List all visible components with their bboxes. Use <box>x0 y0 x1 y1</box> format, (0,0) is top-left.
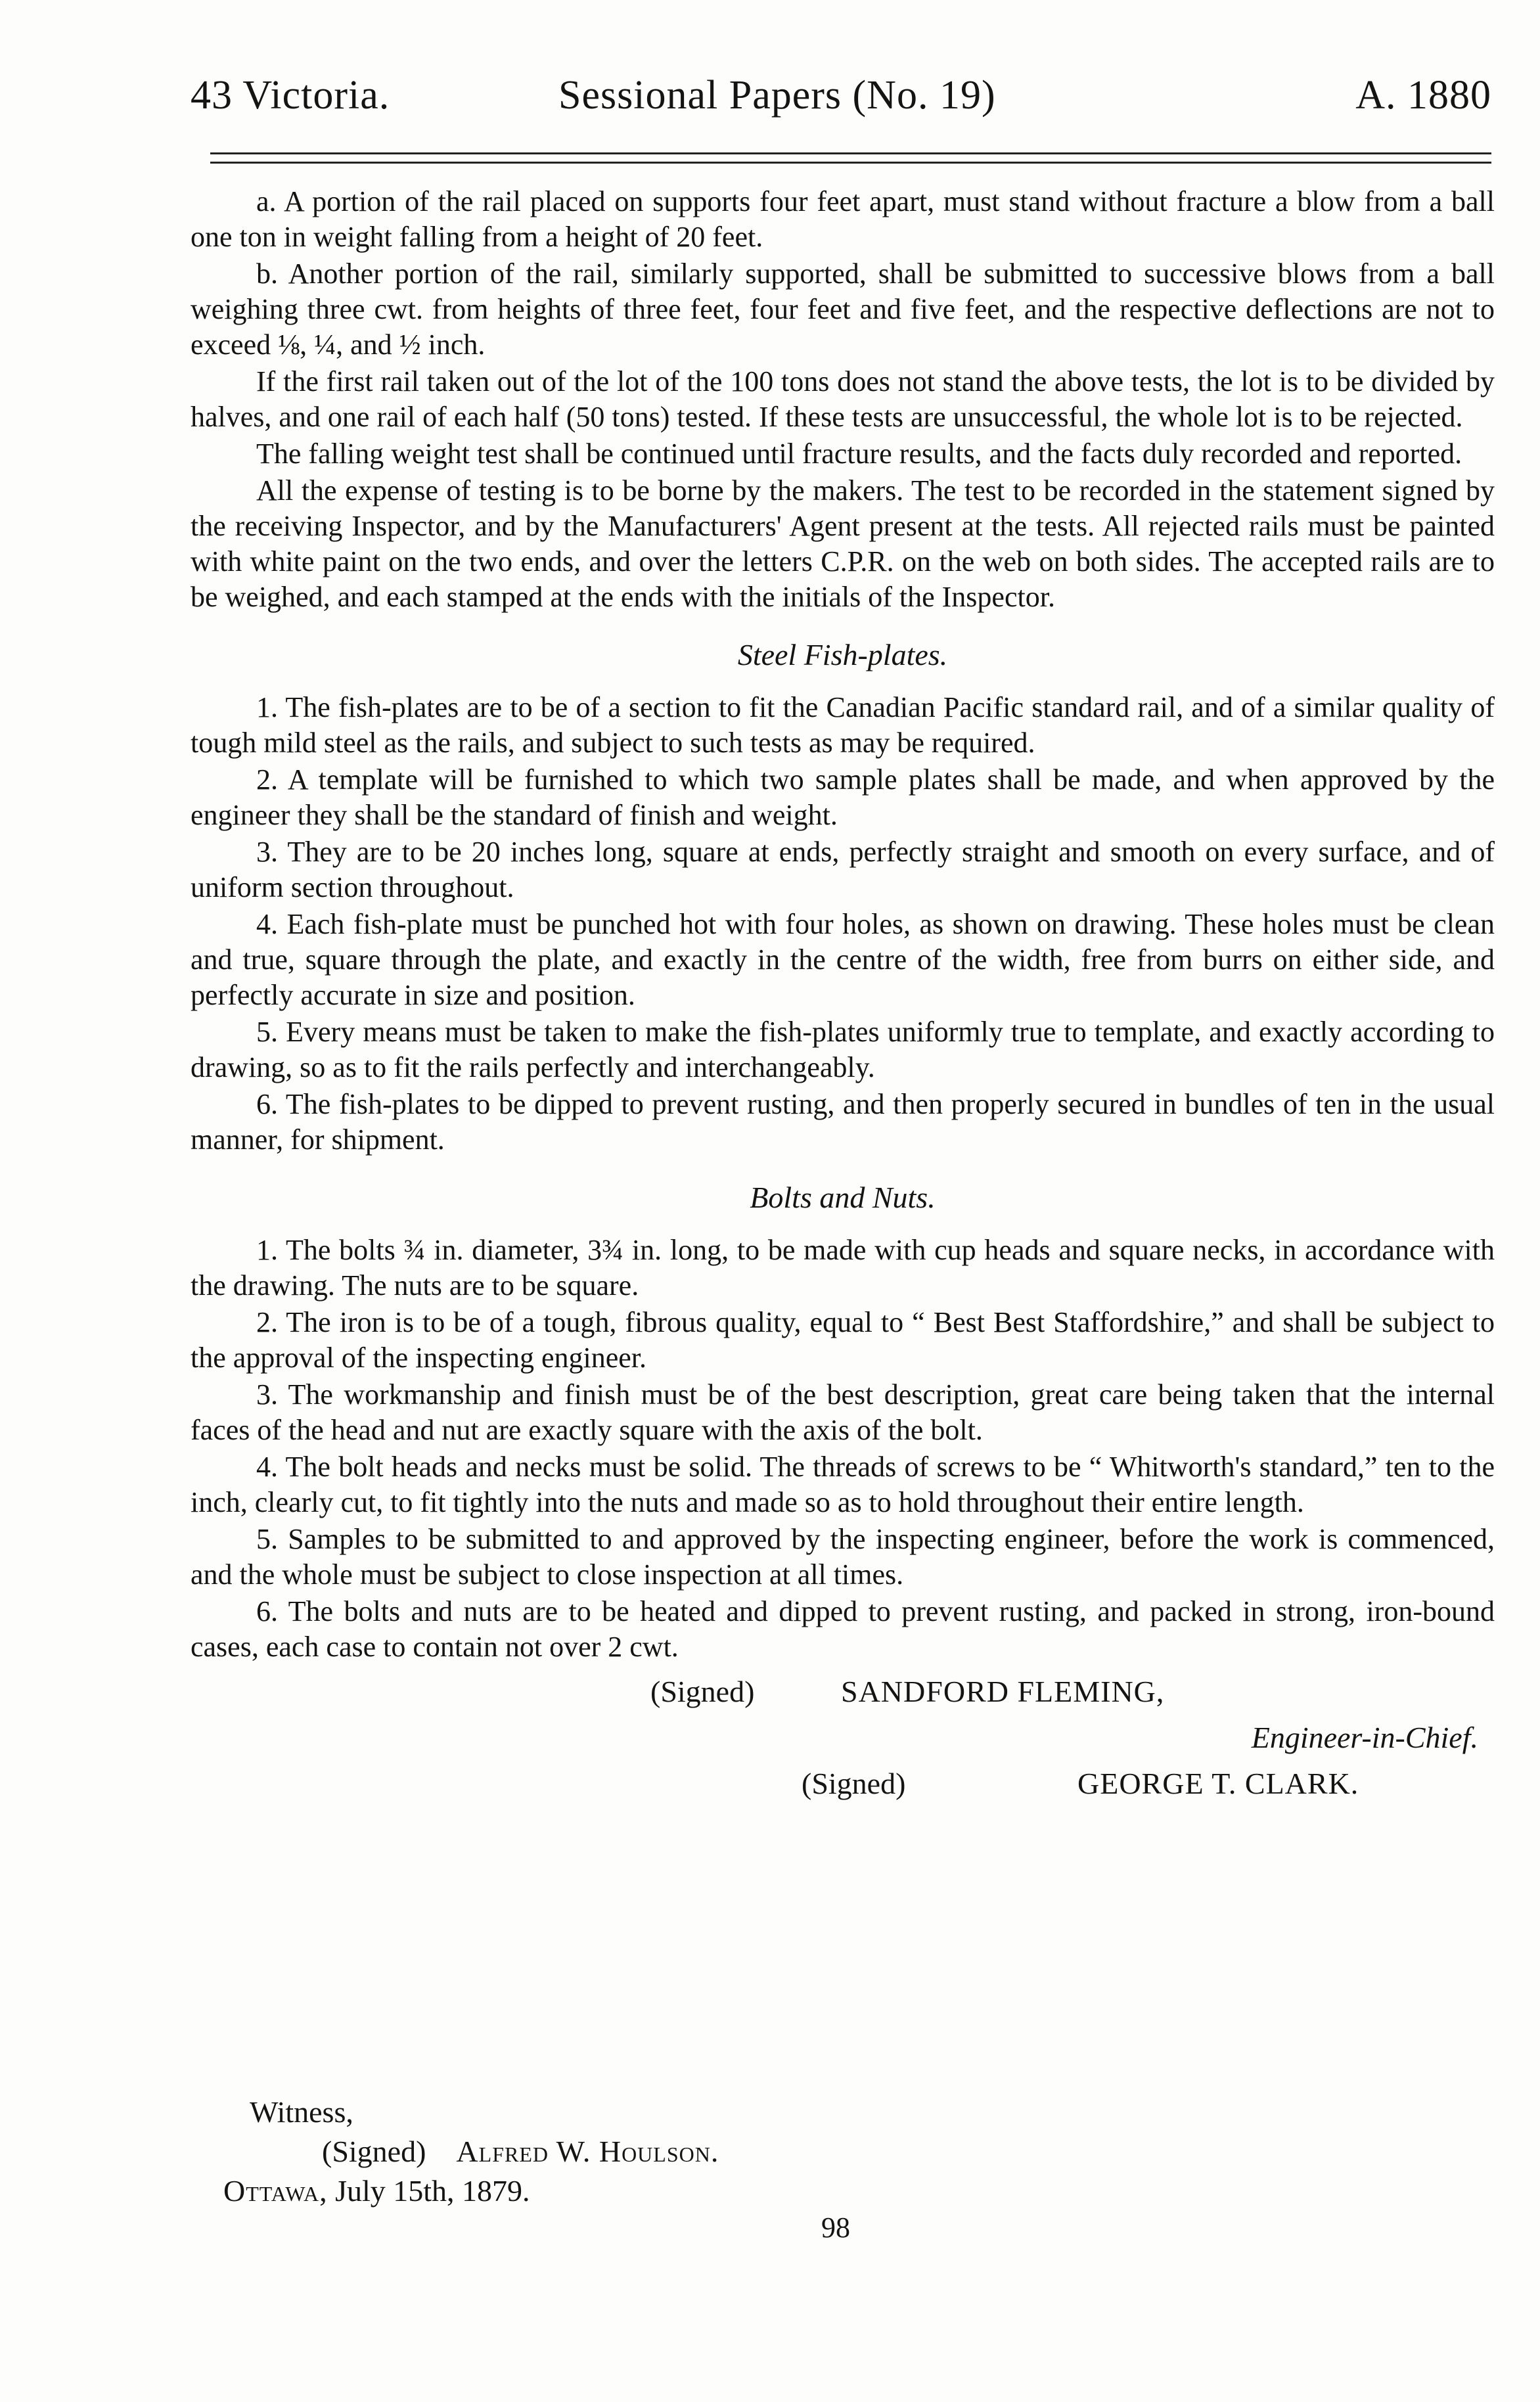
bolts-item-6: 6. The bolts and nuts are to be heated and dipped to prevent rusting, and packed in strong, iron-bound cases, each case to contain not over 2 cwt. <box>191 1595 1495 1663</box>
header-title: Sessional Papers (No. 19) <box>558 73 996 118</box>
witness-label: Witness, <box>250 2095 353 2129</box>
header-session: 43 Victoria. <box>191 73 390 118</box>
witness-signed-label: (Signed) <box>322 2135 426 2168</box>
header-year: A. 1880 <box>1355 73 1491 118</box>
fish-plate-item-1: 1. The fish-plates are to be of a section to fit the Canadian Pacific standard rail, and of a similar quality of tough mild steel as the rails, and subject to such tests as may be required. <box>191 691 1495 759</box>
signatory-name-2: GEORGE T. CLARK. <box>1077 1767 1359 1800</box>
witness-block <box>223 2093 719 2211</box>
witness-date: July 15th, 1879. <box>335 2174 530 2208</box>
signatory-name-1: SANDFORD FLEMING, <box>841 1675 1165 1708</box>
rail-test-b: b. Another portion of the rail, similarly supported, shall be submitted to successive blows from a ball weighing three cwt. from heights of three feet, four feet and five feet, and the respective deflections are not to exceed ⅛, ¼, and ½ inch. <box>191 258 1495 361</box>
bolts-nuts-heading: Bolts and Nuts. <box>750 1181 936 1214</box>
bolts-item-5: 5. Samples to be submitted to and approved by the inspecting engineer, before the work is commenced, and the whole must be subject to close inspection at all times. <box>191 1523 1495 1591</box>
page-number: 98 <box>821 2211 850 2244</box>
fish-plate-item-4: 4. Each fish-plate must be punched hot with four holes, as shown on drawing. These holes must be clean and true, square through the plate, and exactly in the centre of the width, free from burrs on either side, and perfectly accurate in size and position. <box>191 908 1495 1011</box>
bolts-item-1: 1. The bolts ¾ in. diameter, 3¾ in. long, to be made with cup heads and square necks, in accordance with the drawing. The nuts are to be square. <box>191 1234 1495 1302</box>
bolts-item-3: 3. The workmanship and finish must be of the best description, great care being taken that the internal faces of the head and nut are exactly square with the axis of the bolt. <box>191 1378 1495 1446</box>
fish-plates-heading: Steel Fish-plates. <box>737 638 948 671</box>
rail-test-a: a. A portion of the rail placed on supports four feet apart, must stand without fracture a blow from a ball one ton in weight falling from a height of 20 feet. <box>191 185 1495 253</box>
signed-label-2: (Signed) <box>802 1767 906 1800</box>
rail-test-retest: If the first rail taken out of the lot of the 100 tons does not stand the above tests, the lot is to be divided by halves, and one rail of each half (50 tons) tested. If these tests are unsuccessful, the whole lot is to be rejected. <box>191 365 1495 433</box>
fish-plate-item-6: 6. The fish-plates to be dipped to prevent rusting, and then properly secured in bundles of ten in the usual manner, for shipment. <box>191 1088 1495 1156</box>
header-rule-bottom <box>210 162 1491 164</box>
witness-place: Ottawa, <box>223 2174 328 2208</box>
bolts-item-2: 2. The iron is to be of a tough, fibrous quality, equal to “ Best Best Staffordshire,” and shall be subject to the approval of the inspecting engineer. <box>191 1306 1495 1374</box>
bolts-item-4: 4. The bolt heads and necks must be solid. The threads of screws to be “ Whitworth's standard,” ten to the inch, clearly cut, to fit tightly into the nuts and made so as to hold throughout their entire length. <box>191 1451 1495 1518</box>
signature-block <box>191 1674 1495 1891</box>
witness-signature-line <box>250 2132 719 2171</box>
witness-place-date <box>223 2171 719 2211</box>
fish-plate-item-5: 5. Every means must be taken to make the fish-plates uniformly true to template, and exactly according to drawing, so as to fit the rails perfectly and interchangeably. <box>191 1016 1495 1083</box>
signatory-title-1: Engineer-in-Chief. <box>1251 1721 1478 1754</box>
header-rule-top <box>210 152 1491 154</box>
witness-name: Alfred W. Houlson. <box>456 2135 719 2168</box>
fish-plate-item-2: 2. A template will be furnished to which two sample plates shall be made, and when approved by the engineer they shall be the standard of finish and weight. <box>191 763 1495 831</box>
rail-test-falling-weight: The falling weight test shall be continued until fracture results, and the facts duly recorded and reported. <box>256 438 1462 470</box>
page-header <box>191 59 1491 131</box>
document-body <box>191 184 1495 1891</box>
fish-plate-item-3: 3. They are to be 20 inches long, square at ends, perfectly straight and smooth on every surface, and of uniform section throughout. <box>191 836 1495 903</box>
signed-label-1: (Signed) <box>650 1675 755 1708</box>
rail-test-expense: All the expense of testing is to be borne by the makers. The test to be recorded in the statement signed by the receiving Inspector, and by the Manufacturers' Agent present at the tests. All rejected rails must be painted with white paint on the two ends, and over the letters C.P.R. on the web on both sides. The accepted rails are to be weighed, and each stamped at the ends with the initials of the Inspector. <box>191 474 1495 613</box>
